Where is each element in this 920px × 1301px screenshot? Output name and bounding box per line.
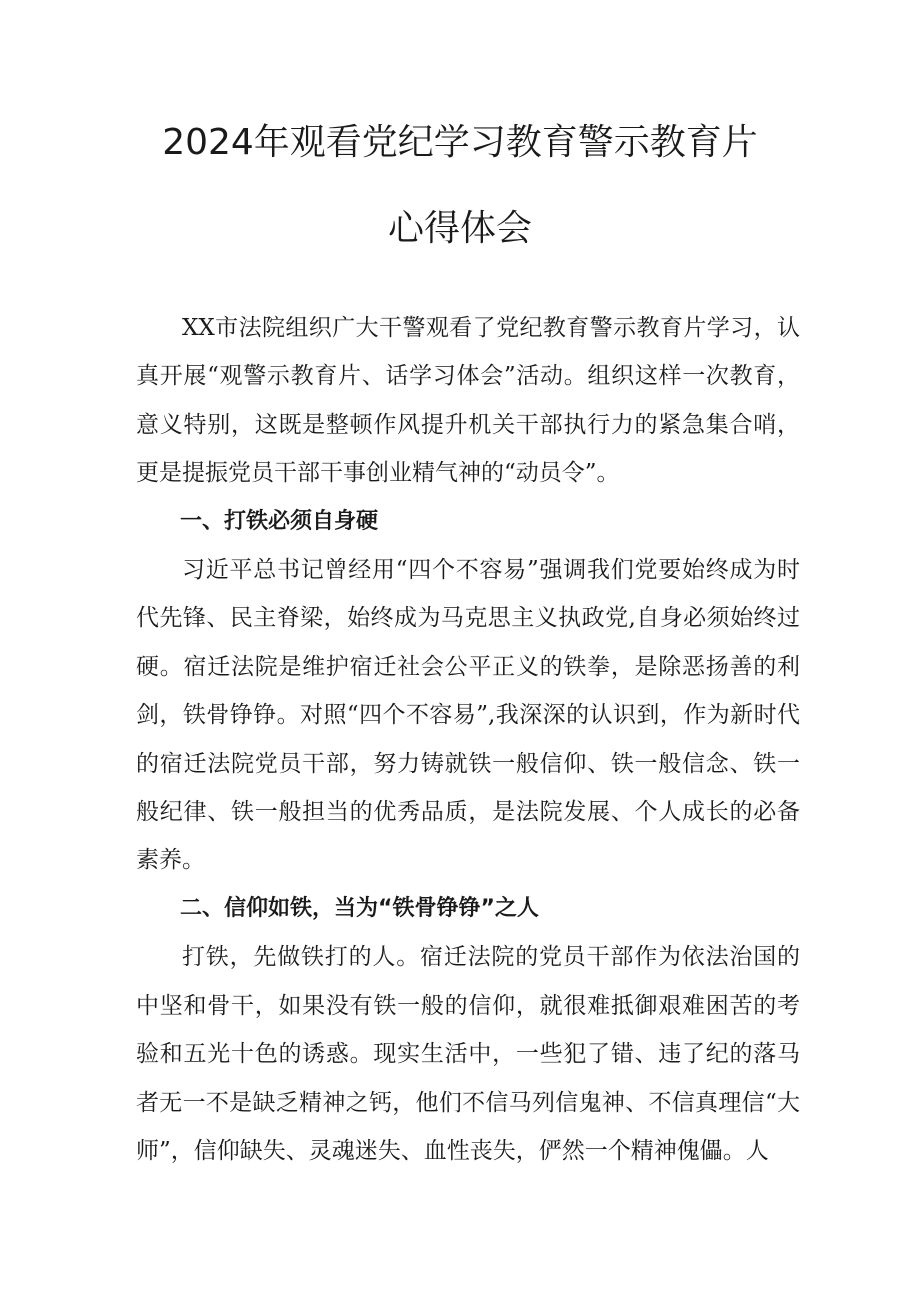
section-heading-1: 一、打铁必须自身硬: [180, 508, 379, 534]
paragraph-section-1: 习近平总书记曾经用“四个不容易”强调我们党要始终成为时代先锋、民主脊梁，始终成为马克思主义执政党,自身必须始终过硬。宿迁法院是维护宿迁社会公平正义的铁拳，是除恶扬善的利剑，铁骨铮铮。对照“四个不容易”,我深深的认识到，作为新时代的宿迁法院党员干部，努力铸就铁一般信仰、铁一般信念、铁一般纪律、铁一般担当的优秀品质，是法院发展、个人成长的必备素养。: [136, 557, 800, 874]
paragraph-section-2: 打铁，先做铁打的人。宿迁法院的党员干部作为依法治国的中坚和骨干，如果没有铁一般的信仰，就很难抵御艰难困苦的考验和五光十色的诱惑。现实生活中，一些犯了错、违了纪的落马者无一不是缺乏精神之钙，他们不信马列信鬼神、不信真理信“大师”，信仰缺失、灵魂迷失、血性丧失，俨然一个精神傀儡。人: [136, 944, 800, 1164]
document-body: [136, 304, 800, 1175]
document-title-line-2: 心得体会: [387, 208, 532, 249]
document-title-line-1: 2024年观看党纪学习教育警示教育片: [162, 122, 758, 163]
paragraph-intro: XX市法院组织广大干警观看了党纪教育警示教育片学习，认真开展“观警示教育片、话学习体会”活动。组织这样一次教育，意义特别，这既是整顿作风提升机关干部执行力的紧急集合哨，更是提振党员干部干事创业精气神的“动员令”。: [136, 315, 800, 487]
section-heading-2: 二、信仰如铁，当为“铁骨铮铮”之人: [180, 895, 539, 921]
